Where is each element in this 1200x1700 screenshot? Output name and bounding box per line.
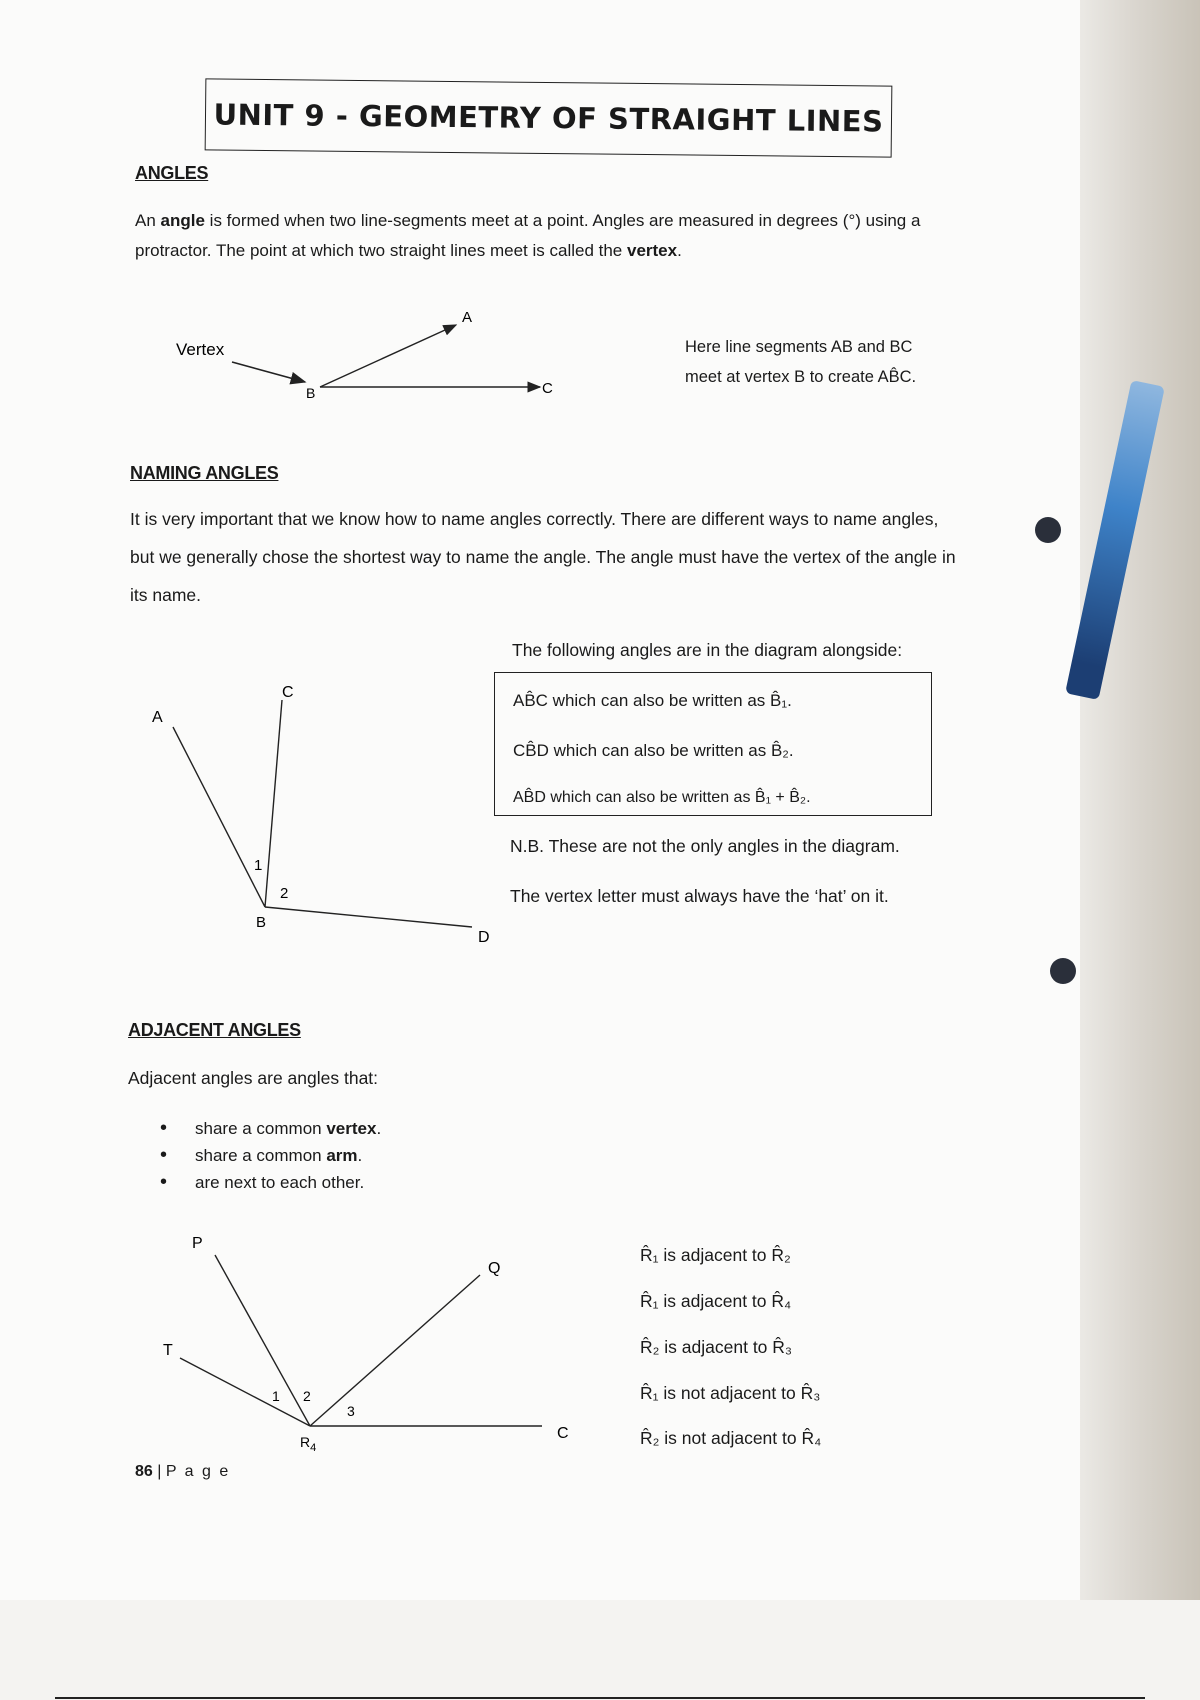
vertex-pointer-arrow: [232, 362, 305, 382]
angles-intro: An angle is formed when two line-segments meet at a point. Angles are measured in degrees (°) using a protractor. The point at which two straight lines meet is called the vertex.: [135, 211, 921, 260]
list-item: • are next to each other.: [160, 1169, 381, 1196]
adjacency-item: R̂₂ is adjacent to R̂₃: [640, 1337, 793, 1357]
punch-hole-top: [1035, 517, 1061, 543]
naming-diagram-intro: The following angles are in the diagram alongside:: [512, 640, 903, 660]
point-q-label: Q: [488, 1260, 501, 1277]
naming-heading: NAMING ANGLES: [130, 463, 279, 483]
adjacency-item: R̂₁ is adjacent to R̂₄: [640, 1291, 792, 1311]
adjacency-item: R̂₁ is adjacent to R̂₂: [640, 1245, 791, 1265]
adjacency-list: [640, 1245, 900, 1465]
angle-1-label: 1: [254, 857, 263, 874]
angle-2-label: 2: [280, 885, 289, 902]
adjacency-item: R̂₂ is not adjacent to R̂₄: [640, 1428, 822, 1448]
angles-heading: ANGLES: [135, 163, 209, 183]
ray-ba: [173, 727, 265, 907]
point-a-label: A: [462, 309, 473, 326]
naming-paragraph: It is very important that we know how to name angles correctly. There are different ways to name angles, but we generally chose the shortest way to name the angle. The angle must have the vertex of the angle in its name.: [130, 509, 956, 605]
segment-ba: [320, 325, 456, 387]
adjacency-item: R̂₁ is not adjacent to R̂₃: [640, 1383, 821, 1403]
adjacent-heading: ADJACENT ANGLES: [128, 1020, 301, 1040]
list-item: • share a common arm.: [160, 1142, 381, 1169]
vertex-note: [685, 332, 916, 392]
angle-name-line: CB̂D which can also be written as B̂₂.: [513, 741, 794, 760]
point-c-label: C: [282, 684, 294, 701]
point-c-label: C: [557, 1425, 569, 1442]
nb-note: N.B. These are not the only angles in the diagram.: [510, 836, 900, 856]
angle-2-label: 2: [303, 1388, 311, 1404]
vertex-note-line-2: meet at vertex B to create AB̂C.: [685, 368, 917, 386]
page-title-text: UNIT 9 - GEOMETRY OF STRAIGHT LINES: [213, 97, 884, 139]
point-p-label: P: [192, 1235, 203, 1252]
bottom-rule: [55, 1697, 1145, 1699]
vertex-label: Vertex: [176, 340, 225, 359]
naming-diagram: [140, 670, 520, 950]
angle-1-label: 1: [272, 1388, 280, 1404]
adjacent-criteria-list: [160, 1115, 381, 1196]
angle-name-line: AB̂C which can also be written as B̂₁.: [513, 691, 792, 710]
ray-rp: [215, 1255, 310, 1426]
angle-names-box: [494, 672, 932, 816]
point-b-label: B: [306, 385, 316, 401]
point-b-label: B: [256, 914, 267, 931]
adjacent-diagram: [150, 1225, 590, 1465]
binder-edge: [1080, 0, 1200, 1600]
point-a-label: A: [152, 709, 163, 726]
angle-3-label: 3: [347, 1403, 355, 1419]
point-d-label: D: [478, 929, 490, 946]
vertex-diagram: [150, 300, 580, 410]
point-c-label: C: [542, 380, 553, 397]
adjacent-intro: Adjacent angles are angles that:: [128, 1068, 379, 1088]
page-title: [205, 78, 893, 157]
point-r-label: $R_4$: [300, 1434, 317, 1454]
list-item: • share a common vertex.: [160, 1115, 381, 1142]
ray-bc: [265, 700, 282, 907]
vertex-note-line-1: Here line segments AB and BC: [685, 338, 913, 356]
punch-hole-bottom: [1050, 958, 1076, 984]
page-footer: 86 | P a g e: [135, 1463, 231, 1480]
point-t-label: T: [163, 1342, 173, 1359]
ray-rq: [310, 1275, 480, 1426]
ray-bd: [265, 907, 472, 927]
page-number: 86: [135, 1463, 153, 1480]
hat-note: The vertex letter must always have the ‘hat’ on it.: [510, 886, 889, 906]
angle-name-line: AB̂D which can also be written as B̂₁ + B̂₂.: [513, 789, 811, 806]
